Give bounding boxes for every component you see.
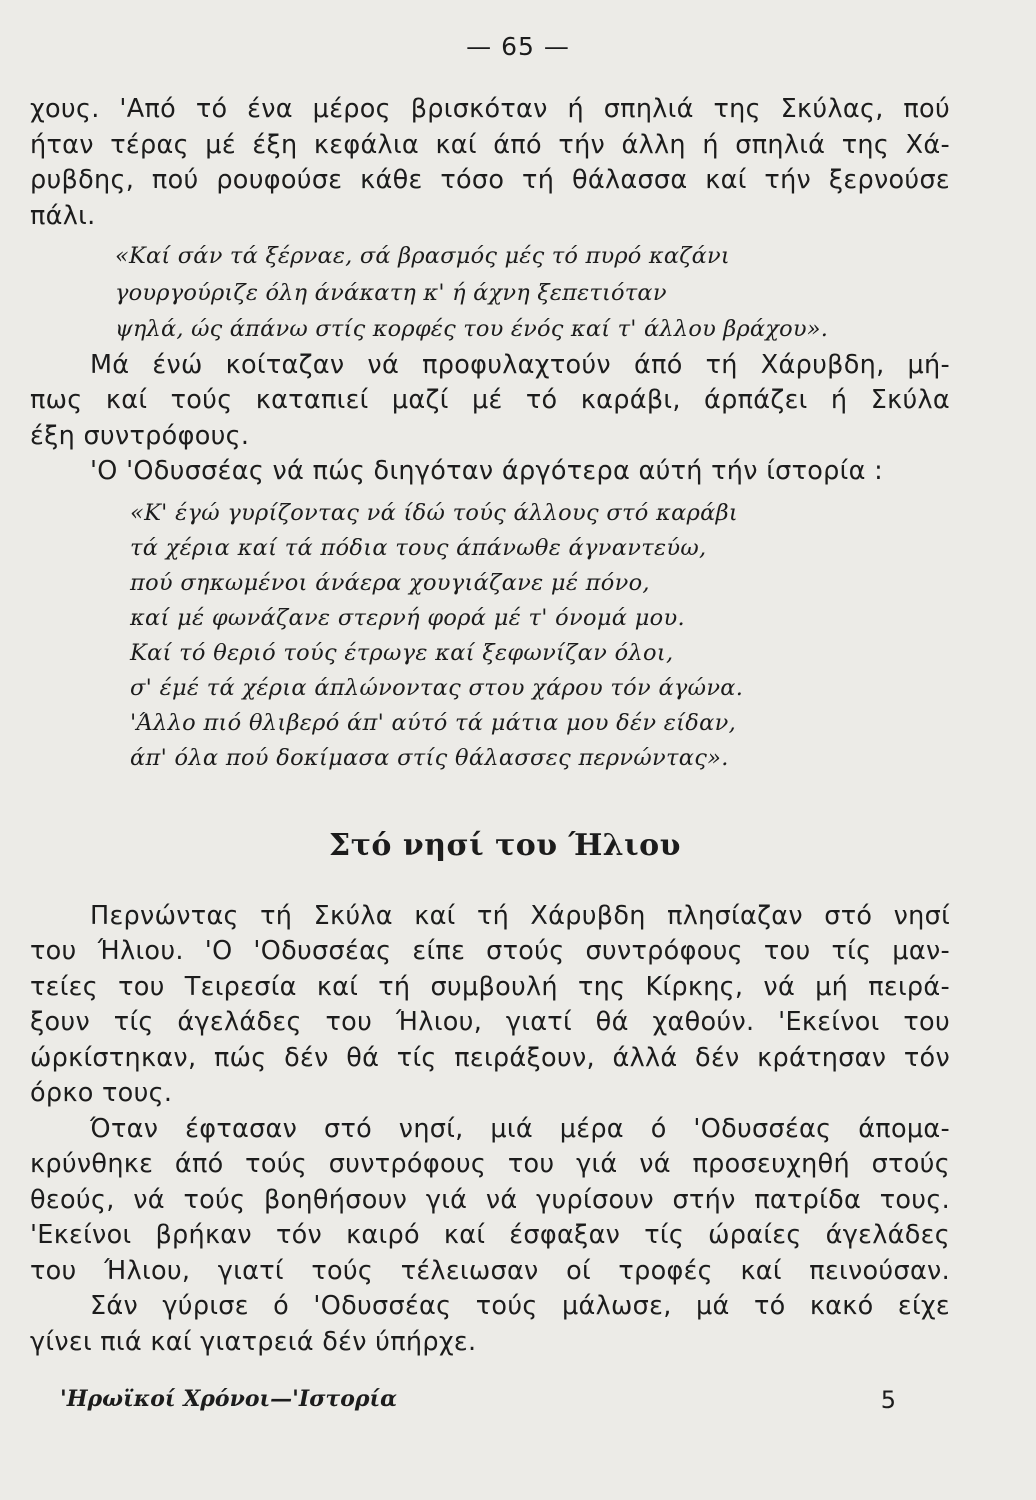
poem-line: καί μέ φωνάζανε στερνή φορά μέ τ' όνομά μου. bbox=[130, 604, 685, 631]
page-body bbox=[30, 92, 950, 1360]
paragraph-5 bbox=[30, 1112, 950, 1290]
paragraph-4 bbox=[30, 899, 950, 1112]
text-line: θεούς, νά τούς βοηθήσουν γιά νά γυρίσουν στήν πατρίδα τους. bbox=[30, 1184, 950, 1215]
poem-line: πού σηκωμένοι άνάερα χουγιάζανε μέ πόνο, bbox=[130, 569, 650, 596]
quote-line: «Καί σάν τά ξέρναε, σά βρασμός μές τό πυρό καζάνι bbox=[115, 243, 730, 269]
text-line: όρκο τους. bbox=[30, 1078, 173, 1108]
text-line: ήταν τέρας μέ έξη κεφάλια καί άπό τήν άλλη ή σπηλιά της Χά- bbox=[30, 129, 950, 160]
paragraph-1 bbox=[30, 92, 950, 234]
text-line: πως καί τούς καταπιεί μαζί μέ τό καράβι, άρπάζει ή Σκύλα bbox=[30, 385, 950, 415]
poem-line: «Κ' έγώ γυρίζοντας νά ίδώ τούς άλλους στό καράβι bbox=[130, 499, 739, 526]
poem-line: 'Άλλο πιό θλιβερό άπ' αύτό τά μάτια μου δέν είδαν, bbox=[130, 709, 737, 736]
text-line: ξουν τίς άγελάδες του Ήλιου, γιατί θά χαθούν. 'Εκείνοι του bbox=[30, 1007, 950, 1037]
text-line: πάλι. bbox=[30, 200, 96, 231]
text-line: ρυβδης, πού ρουφούσε κάθε τόσο τή θάλασσα καί τήν ξερνούσε bbox=[30, 165, 950, 195]
page-footer bbox=[60, 1386, 896, 1412]
poem-line: σ' έμέ τά χέρια άπλώνοντας στου χάρου τόν άγώνα. bbox=[130, 674, 744, 701]
quote-line: ψηλά, ώς άπάνω στίς κορφές του ένός καί τ' άλλου βράχου». bbox=[115, 316, 829, 342]
text-line: χους. 'Από τό ένα μέρος βρισκόταν ή σπηλιά της Σκύλας, πού bbox=[30, 94, 950, 124]
text-line: 'Ο 'Οδυσσέας νά πώς διηγόταν άργότερα αύτή τήν ίστορία : bbox=[90, 456, 883, 486]
text-line: Σάν γύρισε ό 'Οδυσσέας τούς μάλωσε, μά τό κακό είχε bbox=[90, 1291, 950, 1321]
paragraph-3 bbox=[30, 454, 950, 490]
quote-line: γουργούριζε όλη άνάκατη κ' ή άχνη ξεπετιόταν bbox=[115, 279, 667, 306]
paragraph-2 bbox=[30, 348, 950, 455]
paragraph-6 bbox=[30, 1289, 950, 1360]
text-line: 'Εκείνοι βρήκαν τόν καιρό καί έσφαξαν τίς ώραίες άγελάδες bbox=[30, 1220, 950, 1250]
section-heading: Στό νησί του Ήλιου bbox=[329, 827, 681, 863]
text-line: κρύνθηκε άπό τούς συντρόφους του γιά νά προσευχηθή στούς bbox=[30, 1149, 950, 1179]
text-line: του Ήλιου, γιατί τούς τέλειωσαν οί τροφές καί πεινούσαν. bbox=[30, 1255, 950, 1286]
poem-line: άπ' όλα πού δοκίμασα στίς θάλασσες περνώντας». bbox=[130, 744, 729, 771]
poem-line: τά χέρια καί τά πόδια τους άπάνωθε άγναντεύω, bbox=[130, 534, 707, 561]
text-line: Μά ένώ κοίταζαν νά προφυλαχτούν άπό τή Χάρυβδη, μή- bbox=[90, 349, 950, 380]
quotation-1 bbox=[30, 238, 950, 348]
text-line: Όταν έφτασαν στό νησί, μιά μέρα ό 'Οδυσσέας άπομα- bbox=[90, 1113, 950, 1144]
text-line: έξη συντρόφους. bbox=[30, 420, 250, 451]
poem-line: Καί τό θεριό τούς έτρωγε καί ξεφωνίζαν όλοι, bbox=[130, 639, 674, 666]
text-line: του Ήλιου. 'Ο 'Οδυσσέας είπε στούς συντρόφους του τίς μαν- bbox=[30, 936, 950, 966]
poem-quotation bbox=[30, 496, 950, 776]
text-line: Περνώντας τή Σκύλα καί τή Χάρυβδη πλησίαζαν στό νησί bbox=[90, 900, 950, 931]
text-line: γίνει πιά καί γιατρειά δέν ύπήρχε. bbox=[30, 1326, 477, 1357]
text-line: ώρκίστηκαν, πώς δέν θά τίς πειράξουν, άλλά δέν κράτησαν τόν bbox=[30, 1042, 950, 1073]
footer-title: 'Ηρωϊκοί Χρόνοι—'Ιστορία bbox=[60, 1386, 398, 1412]
signature-mark: 5 bbox=[880, 1386, 896, 1414]
page-number: — 65 — bbox=[466, 32, 570, 61]
text-line: τείες του Τειρεσία καί τή συμβουλή της Κίρκης, νά μή πειρά- bbox=[30, 971, 950, 1002]
